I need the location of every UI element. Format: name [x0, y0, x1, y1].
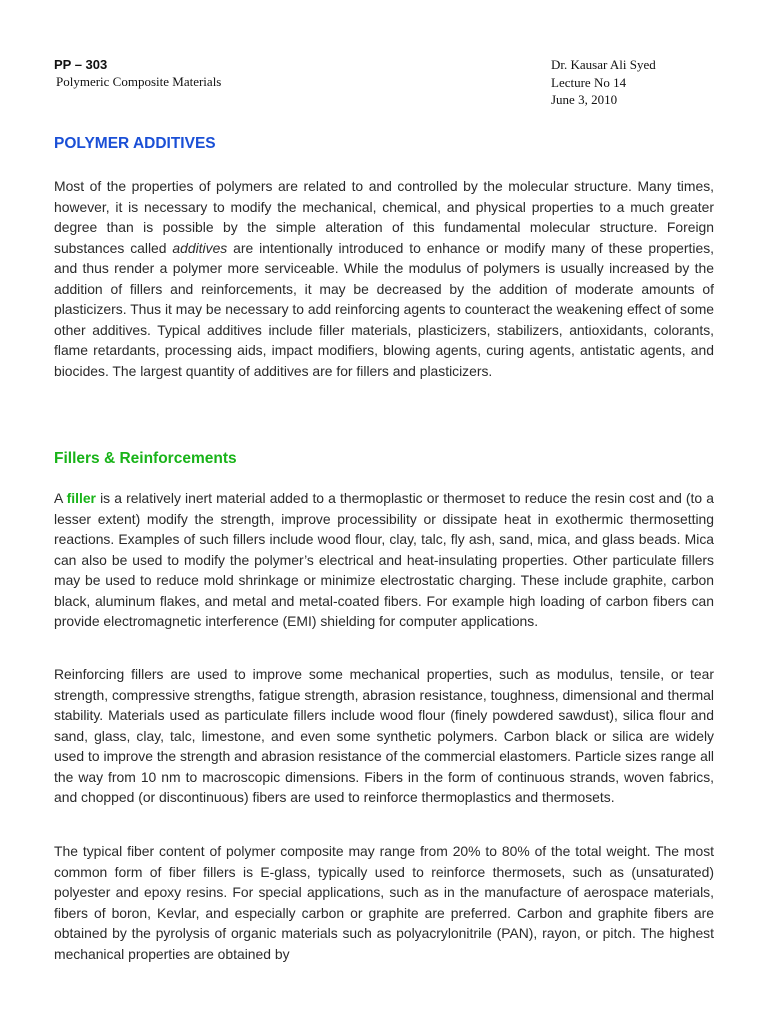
author-name: Dr. Kausar Ali Syed: [551, 57, 656, 72]
filler-lead: A: [54, 490, 67, 506]
lecture-number: Lecture No 14: [551, 74, 627, 90]
header-left: [54, 56, 221, 90]
reinforcing-paragraph: Reinforcing fillers are used to improve some mechanical properties, such as modulus, tensile, or tear strength, compressive strengths, fatigue strength, abrasion resistance, toughness, dimensional and thermal stability. Materials used as particulate fillers include wood flour (finely powdered sawdust), silica flour and sand, glass, clay, talc, limestone, and even some synthetic polymers. Carbon black or silica are widely used to improve the strength and abrasion resistance of the commercial elastomers. Particle sizes range all the way from 10 nm to macroscopic dimensions. Fibers in the form of continuous strands, woven fabrics, and chopped (or discontinuous) fibers are used to reinforce thermoplastics and thermosets.: [54, 666, 714, 805]
filler-paragraph: [54, 488, 714, 632]
section-heading: Fillers & Reinforcements: [54, 450, 237, 467]
lecture-date: June 3, 2010: [551, 92, 618, 107]
intro-paragraph: [54, 176, 714, 381]
filler-text: is a relatively inert material added to a thermoplastic or thermoset to reduce the resin cost and (to a lesser extent) modify the strength, improve processibility or dissipate heat in exothermic thermosetting reactions. Examples of such fillers include wood flour, clay, talc, fly ash, sand, mica, and glass beads. Mica can also be used to modify the polymer’s electrical and heat-insulating properties. Other particulate fillers may be used to reduce mold shrinkage or minimize electrostatic charging. These include graphite, carbon black, aluminum flakes, and metal and metal-coated fibers. For example high loading of carbon fibers can provide electromagnetic interference (EMI) shielding for computer applications.: [54, 490, 714, 629]
intro-text-part1: Most of the properties of polymers are related to and controlled by the molecular structure. Many times, however, it is necessary to modify the mechanical, chemical, and physical properties to a much greater degree than is possible by the simple alteration of this fundamental molecular structure. Foreign substances called: [54, 178, 714, 256]
intro-text-part2: are intentionally introduced to enhance or modify many of these properties, and thus render a polymer more serviceable. While the modulus of polymers is usually increased by the addition of fillers and reinforcements, it may be decreased by the addition of moderate amounts of plasticizers. Thus it may be necessary to add reinforcing agents to counteract the weakening effect of some other additives. Typical additives include filler materials, plasticizers, stabilizers, antioxidants, colorants, flame retardants, processing aids, impact modifiers, blowing agents, curing agents, antistatic agents, and biocides. The largest quantity of additives are for fillers and plasticizers.: [54, 239, 715, 379]
document-title: POLYMER ADDITIVES: [54, 135, 216, 152]
course-code: PP – 303: [54, 57, 108, 72]
intro-italic-term: additives: [172, 239, 228, 256]
course-name: Polymeric Composite Materials: [56, 74, 222, 89]
fiber-content-paragraph: The typical fiber content of polymer composite may range from 20% to 80% of the total weight. The most common form of fiber fillers is E-glass, typically used to reinforce thermosets, such as (unsaturated) polyester and epoxy resins. For special applications, such as in the manufacture of aerospace materials, fibers of boron, Kevlar, and especially carbon or graphite are preferred. Carbon and graphite fibers are obtained by the pyrolysis of organic materials such as polyacrylonitrile (PAN), rayon, or pitch. The highest mechanical properties are obtained by: [54, 843, 714, 962]
header-right: [551, 56, 656, 109]
filler-term: filler: [66, 490, 96, 506]
